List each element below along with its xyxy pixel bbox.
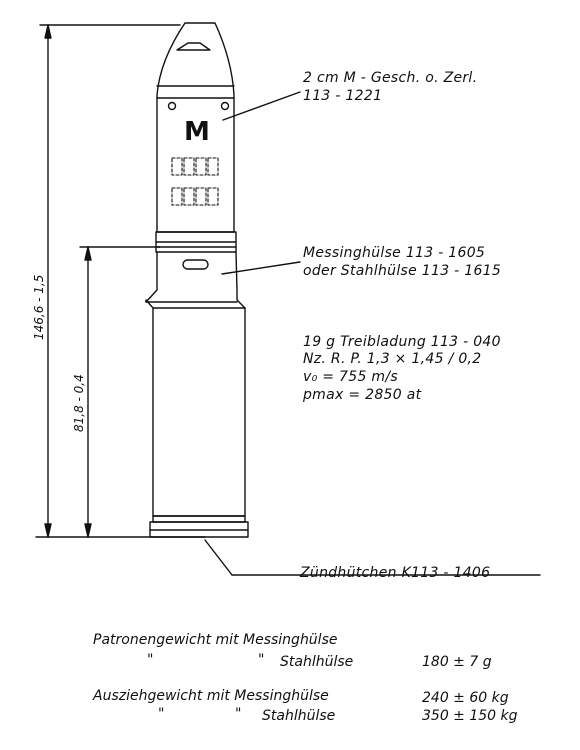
weight-row2-label: Stahlhülse [280, 654, 354, 670]
weight-row2-value: 180 ± 7 g [422, 654, 492, 670]
total-length-label: 146,6 - 1,5 [32, 274, 46, 340]
charge-label-line3: v₀ = 755 m/s [303, 369, 398, 385]
projectile-label-line1: 2 cm M - Gesch. o. Zerl. [303, 70, 478, 86]
weight-row4-ditto2: " [235, 706, 242, 722]
charge-label-line2: Nz. R. P. 1,3 × 1,45 / 0,2 [303, 351, 482, 367]
weight-row4-value: 350 ± 150 kg [422, 708, 518, 724]
weight-row2-ditto2: " [258, 652, 265, 668]
case-label-line1: Messinghülse 113 - 1605 [303, 245, 486, 261]
primer-label: Zündhütchen K113 - 1406 [300, 565, 491, 581]
cartridge-case [146, 252, 248, 537]
case-length-dimension [80, 247, 160, 537]
case-label-line2: oder Stahlhülse 113 - 1615 [303, 263, 502, 279]
weight-row2-ditto1: " [147, 652, 154, 668]
charge-label-line4: pmax = 2850 at [303, 387, 422, 403]
projectile-label-line2: 113 - 1221 [303, 88, 383, 104]
weight-row4-label: Stahlhülse [262, 708, 336, 724]
weight-row4-ditto1: " [158, 706, 165, 722]
projectile-mark: M [184, 117, 210, 147]
weight-row3-label: Ausziehgewicht mit Messinghülse [93, 688, 329, 704]
case-length-label: 81,8 - 0,4 [72, 374, 86, 432]
stamp-marks [172, 158, 218, 205]
weight-row1-label: Patronengewicht mit Messinghülse [93, 632, 338, 648]
charge-label-line1: 19 g Treibladung 113 - 040 [303, 334, 501, 350]
total-length-dimension [36, 25, 205, 537]
weight-row3-value: 240 ± 60 kg [422, 690, 509, 706]
case-neck [156, 232, 236, 269]
